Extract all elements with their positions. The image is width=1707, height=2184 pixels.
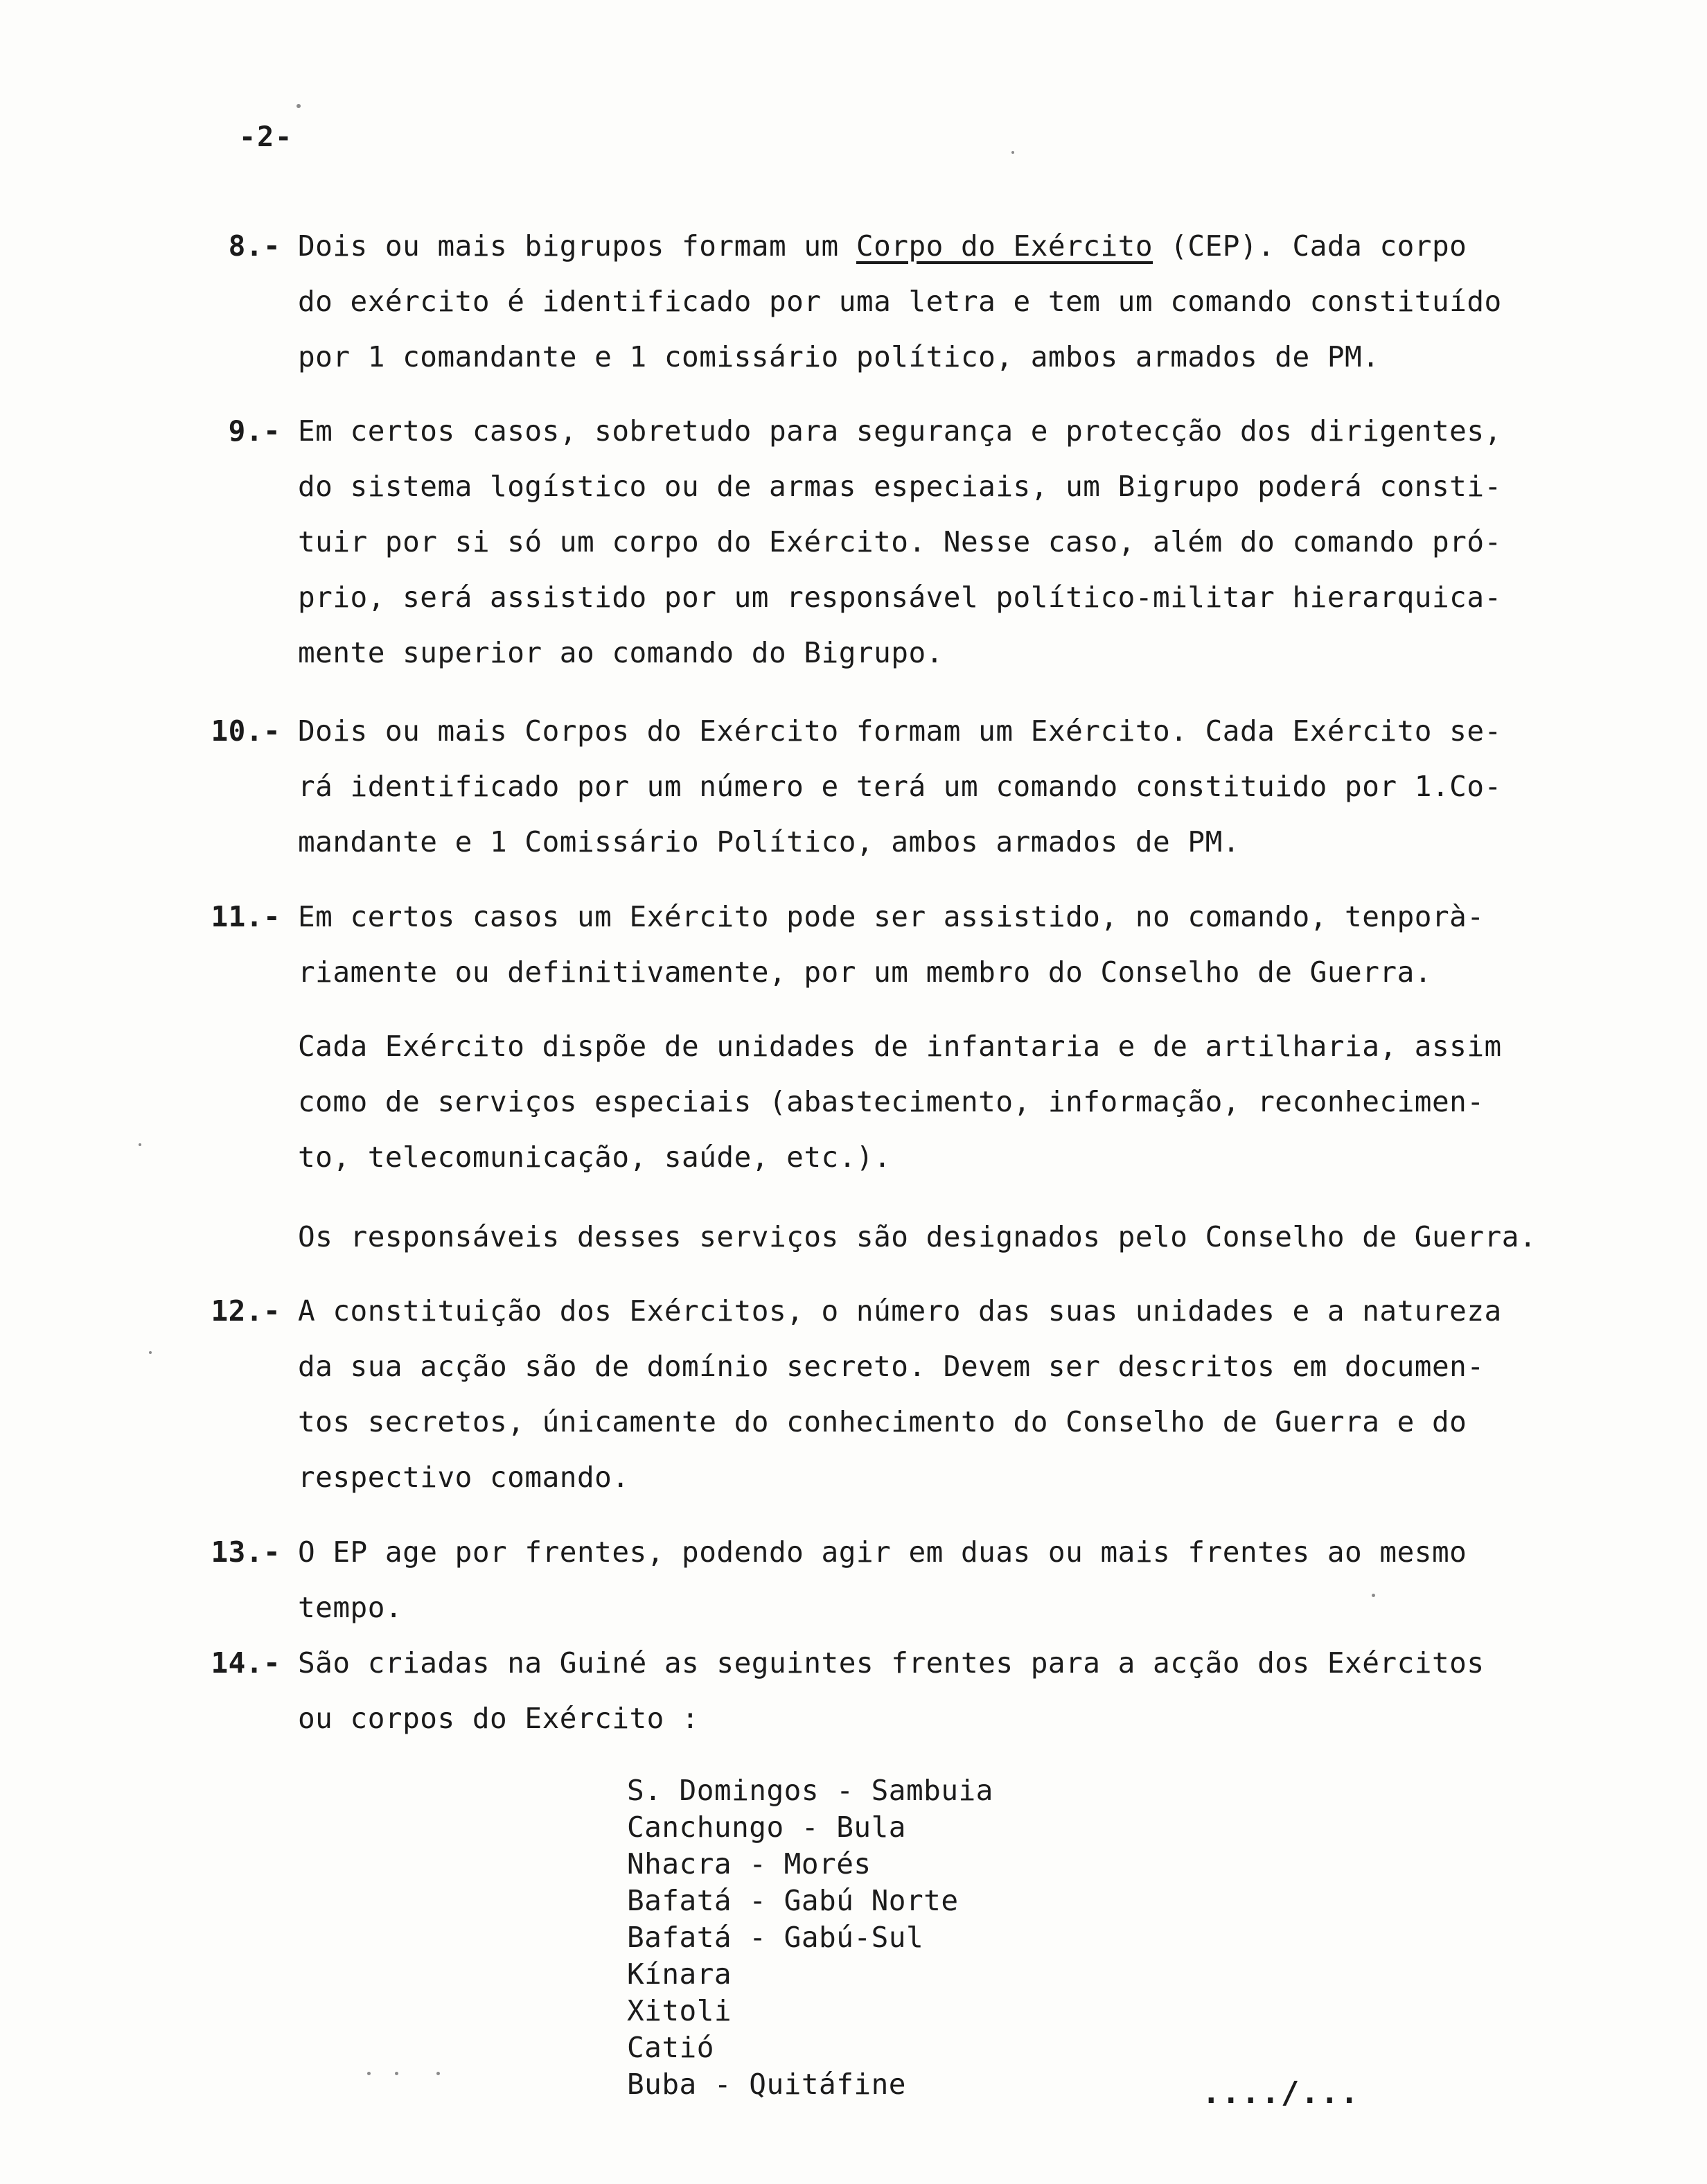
paragraph-9 — [228, 403, 1573, 680]
paragraph-line: Em certos casos, sobretudo para segurança e protecção dos dirigentes, — [298, 414, 1502, 448]
paragraph-dash: - — [263, 900, 281, 933]
front-item: Kínara — [627, 1957, 732, 1991]
underlined-term: Corpo do Exército — [856, 229, 1153, 263]
continuation-mark: ..../... — [1202, 2075, 1360, 2111]
paragraph-line: tempo. — [298, 1591, 403, 1624]
paragraph-dash: - — [263, 1535, 281, 1569]
line-text: Dois ou mais bigrupos formam um — [298, 229, 839, 263]
paragraph-number: 14. — [211, 1646, 263, 1680]
paragraph-line: A constituição dos Exércitos, o número das suas unidades e a natureza — [298, 1294, 1502, 1328]
paragraph-line: Dois ou mais Corpos do Exército formam um Exército. Cada Exército se- — [298, 714, 1502, 748]
paragraph-dash: - — [263, 1646, 281, 1680]
paragraph-line: por 1 comandante e 1 comissário político, ambos armados de PM. — [298, 340, 1380, 373]
paragraph-line: São criadas na Guiné as seguintes frentes para a acção dos Exércitos — [298, 1646, 1485, 1680]
paragraph-number: 10. — [211, 714, 263, 748]
paragraph-line: prio, será assistido por um responsável político-militar hierarquica- — [298, 581, 1502, 614]
paragraph-line: tos secretos, únicamente do conhecimento do Conselho de Guerra e do — [298, 1405, 1467, 1438]
paragraph-14 — [211, 1635, 1573, 1746]
paragraph-number: 11. — [211, 900, 263, 933]
scan-speck — [367, 2072, 371, 2075]
paragraph-dash: - — [263, 414, 281, 448]
paragraph-line: do sistema logístico ou de armas especiais, um Bigrupo poderá consti- — [298, 470, 1502, 503]
paragraph-dash: - — [263, 1294, 281, 1328]
paragraph-line: do exército é identificado por uma letra e tem um comando constituído — [298, 285, 1502, 318]
scan-speck — [149, 1351, 152, 1354]
paragraph-line: Em certos casos um Exército pode ser assistido, no comando, tenporà- — [298, 900, 1485, 933]
scan-speck — [1372, 1594, 1375, 1597]
paragraph-dash: - — [263, 714, 281, 748]
fronts-list — [627, 1772, 993, 2103]
paragraph-13 — [211, 1524, 1573, 1635]
paragraph-line: ou corpos do Exército : — [298, 1702, 700, 1735]
paragraph-line: respectivo comando. — [298, 1461, 630, 1494]
paragraph-line — [298, 218, 1573, 274]
paragraph-dash: - — [263, 229, 281, 263]
front-item: Xitoli — [627, 1994, 732, 2027]
paragraph-line: da sua acção são de domínio secreto. Devem ser descritos em documen- — [298, 1350, 1485, 1383]
line-text: (CEP). Cada corpo — [1170, 229, 1467, 263]
paragraph-line: to, telecomunicação, saúde, etc.). — [298, 1141, 892, 1174]
front-item: Bafatá - Gabú Norte — [627, 1884, 959, 1917]
scan-speck — [139, 1143, 141, 1146]
scan-speck — [1011, 151, 1014, 154]
paragraph-8 — [228, 218, 1573, 385]
scan-speck — [436, 2072, 440, 2075]
paragraph-line: riamente ou definitivamente, por um membro do Conselho de Guerra. — [298, 956, 1432, 989]
paragraph-line: O EP age por frentes, podendo agir em duas ou mais frentes ao mesmo — [298, 1535, 1467, 1569]
paragraph-line: mandante e 1 Comissário Político, ambos armados de PM. — [298, 825, 1240, 858]
front-item: S. Domingos - Sambuia — [627, 1774, 993, 1807]
paragraph-11 — [211, 889, 1573, 1000]
paragraph-number: 12. — [211, 1294, 263, 1328]
scan-speck — [297, 104, 301, 108]
paragraph-line: Cada Exército dispõe de unidades de infantaria e de artilharia, assim — [298, 1030, 1502, 1063]
paragraph-number: 13. — [211, 1535, 263, 1569]
paragraph-line: Os responsáveis desses serviços são designados pelo Conselho de Guerra. — [298, 1220, 1537, 1253]
scan-speck — [395, 2072, 398, 2075]
paragraph-number: 8. — [228, 229, 263, 263]
front-item: Buba - Quitáfine — [627, 2068, 906, 2101]
paragraph-11-continuation — [298, 1019, 1573, 1185]
front-item: Catió — [627, 2031, 714, 2064]
paragraph-12 — [211, 1283, 1573, 1505]
paragraph-line: tuir por si só um corpo do Exército. Nesse caso, além do comando pró- — [298, 525, 1502, 558]
page-number: -2- — [239, 121, 294, 153]
front-item: Nhacra - Morés — [627, 1847, 872, 1881]
front-item: Bafatá - Gabú-Sul — [627, 1921, 924, 1954]
paragraph-line: rá identificado por um número e terá um comando constituido por 1.Co- — [298, 770, 1502, 803]
paragraph-line: mente superior ao comando do Bigrupo. — [298, 636, 944, 669]
paragraph-line: como de serviços especiais (abastecimento, informação, reconhecimen- — [298, 1085, 1485, 1118]
paragraph-number: 9. — [228, 414, 263, 448]
front-item: Canchungo - Bula — [627, 1811, 906, 1844]
paragraph-10 — [211, 703, 1573, 870]
